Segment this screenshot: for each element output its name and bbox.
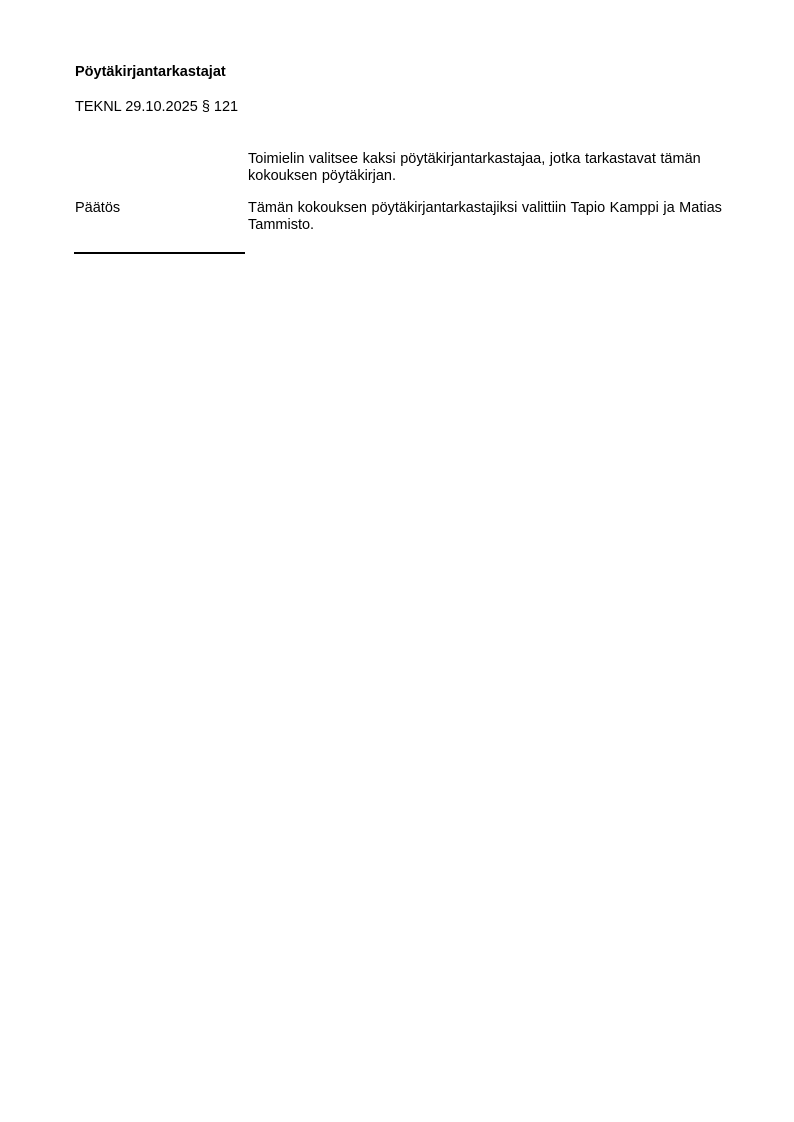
section-reference: TEKNL 29.10.2025 § 121 xyxy=(75,99,239,115)
decision-paragraph: Tämän kokouksen pöytäkirjantarkastajiksi valittiin Tapio Kamppi ja Matias Tammisto. xyxy=(248,200,722,233)
separator-line xyxy=(74,252,245,254)
proposal-paragraph: Toimielin valitsee kaksi pöytäkirjantarkastajaa, jotka tarkastavat tämän kokouksen pöytäkirjan. xyxy=(248,151,701,184)
section-heading: Pöytäkirjantarkastajat xyxy=(75,64,226,80)
decision-label: Päätös xyxy=(75,200,121,216)
